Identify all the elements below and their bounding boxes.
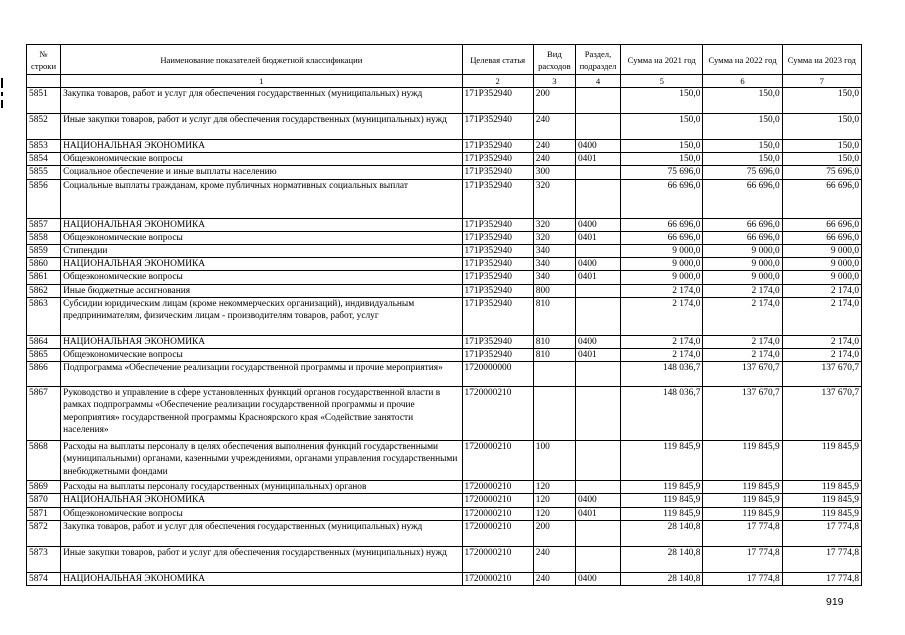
sum-2022: 2 174,0 <box>703 349 782 362</box>
section <box>575 520 620 546</box>
row-name: НАЦИОНАЛЬНАЯ ЭКОНОМИКА <box>61 335 462 348</box>
column-number: 4 <box>575 75 620 88</box>
table-row <box>27 387 862 441</box>
table-row <box>27 284 862 297</box>
table-row <box>27 481 862 494</box>
section: 0400 <box>575 218 620 231</box>
table-row <box>27 335 862 348</box>
sum-2021: 9 000,0 <box>621 258 703 271</box>
sum-2023: 137 670,7 <box>782 362 861 387</box>
row-name: Социальные выплаты гражданам, кроме публичных нормативных социальных выплат <box>61 179 462 218</box>
sum-2022: 17 774,8 <box>703 546 782 572</box>
sum-2022: 17 774,8 <box>703 520 782 546</box>
expense-type: 320 <box>533 218 575 231</box>
expense-type: 200 <box>533 88 575 114</box>
row-number: 5868 <box>27 441 61 481</box>
expense-type: 340 <box>533 258 575 271</box>
sum-2021: 2 174,0 <box>621 297 703 335</box>
section: 0400 <box>575 335 620 348</box>
row-name: НАЦИОНАЛЬНАЯ ЭКОНОМИКА <box>61 140 462 153</box>
sum-2021: 66 696,0 <box>621 218 703 231</box>
sum-2022: 137 670,7 <box>703 362 782 387</box>
sum-2023: 150,0 <box>782 114 861 140</box>
column-number: 6 <box>703 75 782 88</box>
page-number: 919 <box>826 596 844 608</box>
row-name: Подпрограмма «Обеспечение реализации государственной программы и прочие мероприятия» <box>61 362 462 387</box>
section: 0400 <box>575 494 620 507</box>
row-name: Стипендии <box>61 245 462 258</box>
row-number: 5851 <box>27 88 61 114</box>
sum-2021: 2 174,0 <box>621 349 703 362</box>
sum-2021: 150,0 <box>621 153 703 166</box>
expense-type <box>533 362 575 387</box>
table-row <box>27 494 862 507</box>
expense-type: 810 <box>533 349 575 362</box>
header-row-number: № строки <box>27 45 61 75</box>
row-number: 5869 <box>27 481 61 494</box>
section: 0400 <box>575 572 620 585</box>
row-number: 5867 <box>27 387 61 441</box>
sum-2021: 119 845,9 <box>621 441 703 481</box>
sum-2023: 2 174,0 <box>782 284 861 297</box>
expense-type: 200 <box>533 520 575 546</box>
sum-2023: 9 000,0 <box>782 271 861 284</box>
header-sum-2021: Сумма на 2021 год <box>621 45 703 75</box>
sum-2022: 75 696,0 <box>703 166 782 179</box>
target-article: 1720000210 <box>462 520 533 546</box>
target-article: 171P352940 <box>462 231 533 244</box>
target-article: 171P352940 <box>462 349 533 362</box>
sum-2023: 2 174,0 <box>782 349 861 362</box>
expense-type: 810 <box>533 297 575 335</box>
header-target-article: Целевая статья <box>462 45 533 75</box>
column-number: 7 <box>782 75 861 88</box>
table-row <box>27 349 862 362</box>
section <box>575 284 620 297</box>
row-number: 5860 <box>27 258 61 271</box>
sum-2021: 150,0 <box>621 140 703 153</box>
row-name: Руководство и управление в сфере установленных функций органов государственной власти в рамках подпрограммы «Обеспечение реализации государственной программы и прочие мероприятия» государственной программы Красноярского края «Содействие занятости населения» <box>61 387 462 441</box>
sum-2023: 66 696,0 <box>782 179 861 218</box>
table-row <box>27 88 862 114</box>
expense-type: 810 <box>533 335 575 348</box>
sum-2023: 119 845,9 <box>782 507 861 520</box>
expense-type <box>533 387 575 441</box>
row-name: Расходы на выплаты персоналу в целях обеспечения выполнения функций государственными (муниципальными) органами, казенными учреждениями, органами управления государственными внебюджетными фондами <box>61 441 462 481</box>
row-name: Расходы на выплаты персоналу государственных (муниципальных) органов <box>61 481 462 494</box>
table-row <box>27 546 862 572</box>
sum-2021: 2 174,0 <box>621 284 703 297</box>
row-number: 5861 <box>27 271 61 284</box>
sum-2021: 119 845,9 <box>621 494 703 507</box>
sum-2023: 17 774,8 <box>782 520 861 546</box>
row-name: Общеэкономические вопросы <box>61 231 462 244</box>
expense-type: 120 <box>533 481 575 494</box>
sum-2021: 28 140,8 <box>621 520 703 546</box>
sum-2022: 150,0 <box>703 114 782 140</box>
sum-2022: 2 174,0 <box>703 297 782 335</box>
sum-2023: 75 696,0 <box>782 166 861 179</box>
section: 0401 <box>575 507 620 520</box>
sum-2022: 119 845,9 <box>703 507 782 520</box>
sum-2023: 9 000,0 <box>782 258 861 271</box>
row-name: Иные закупки товаров, работ и услуг для обеспечения государственных (муниципальных) нужд <box>61 546 462 572</box>
row-number: 5865 <box>27 349 61 362</box>
row-name: НАЦИОНАЛЬНАЯ ЭКОНОМИКА <box>61 258 462 271</box>
expense-type: 320 <box>533 179 575 218</box>
sum-2021: 148 036,7 <box>621 362 703 387</box>
row-name: НАЦИОНАЛЬНАЯ ЭКОНОМИКА <box>61 572 462 585</box>
table-row <box>27 362 862 387</box>
target-article: 171P352940 <box>462 114 533 140</box>
scan-mark <box>1 100 3 108</box>
section <box>575 481 620 494</box>
table-row <box>27 245 862 258</box>
sum-2023: 9 000,0 <box>782 245 861 258</box>
table-body <box>27 88 862 586</box>
column-number: 3 <box>533 75 575 88</box>
section: 0401 <box>575 271 620 284</box>
table-row <box>27 218 862 231</box>
target-article: 1720000210 <box>462 546 533 572</box>
target-article: 171P352940 <box>462 245 533 258</box>
row-name: Иные закупки товаров, работ и услуг для обеспечения государственных (муниципальных) нужд <box>61 114 462 140</box>
row-name: Общеэкономические вопросы <box>61 349 462 362</box>
sum-2022: 9 000,0 <box>703 245 782 258</box>
row-name: Общеэкономические вопросы <box>61 507 462 520</box>
target-article: 171P352940 <box>462 140 533 153</box>
scan-mark <box>1 92 3 96</box>
row-number: 5874 <box>27 572 61 585</box>
table-row <box>27 140 862 153</box>
sum-2021: 28 140,8 <box>621 572 703 585</box>
target-article: 171P352940 <box>462 218 533 231</box>
table-row <box>27 153 862 166</box>
sum-2021: 148 036,7 <box>621 387 703 441</box>
section <box>575 88 620 114</box>
row-name: НАЦИОНАЛЬНАЯ ЭКОНОМИКА <box>61 494 462 507</box>
section <box>575 546 620 572</box>
table-row <box>27 507 862 520</box>
target-article: 171P352940 <box>462 284 533 297</box>
section <box>575 297 620 335</box>
expense-type: 240 <box>533 140 575 153</box>
row-name: Закупка товаров, работ и услуг для обеспечения государственных (муниципальных) нужд <box>61 520 462 546</box>
target-article: 171P352940 <box>462 88 533 114</box>
sum-2021: 119 845,9 <box>621 507 703 520</box>
sum-2023: 119 845,9 <box>782 481 861 494</box>
table-row <box>27 297 862 335</box>
row-number: 5859 <box>27 245 61 258</box>
table-row <box>27 271 862 284</box>
section: 0401 <box>575 349 620 362</box>
target-article: 171P352940 <box>462 271 533 284</box>
column-number-row <box>27 75 862 88</box>
sum-2022: 150,0 <box>703 140 782 153</box>
sum-2021: 75 696,0 <box>621 166 703 179</box>
sum-2023: 137 670,7 <box>782 387 861 441</box>
sum-2021: 2 174,0 <box>621 335 703 348</box>
row-name: Субсидии юридическим лицам (кроме некоммерческих организаций), индивидуальным предпринимателям, физическим лицам - производителям товаров, работ, услуг <box>61 297 462 335</box>
sum-2022: 66 696,0 <box>703 179 782 218</box>
section <box>575 441 620 481</box>
row-name: Общеэкономические вопросы <box>61 153 462 166</box>
sum-2021: 9 000,0 <box>621 245 703 258</box>
section <box>575 245 620 258</box>
table-row <box>27 114 862 140</box>
sum-2021: 150,0 <box>621 88 703 114</box>
row-number: 5852 <box>27 114 61 140</box>
sum-2023: 150,0 <box>782 88 861 114</box>
scan-margin-marks <box>0 0 6 120</box>
expense-type: 300 <box>533 166 575 179</box>
row-number: 5857 <box>27 218 61 231</box>
sum-2022: 9 000,0 <box>703 271 782 284</box>
header-name: Наименование показателей бюджетной классификации <box>61 45 462 75</box>
expense-type: 240 <box>533 114 575 140</box>
sum-2023: 119 845,9 <box>782 494 861 507</box>
row-name: Социальное обеспечение и иные выплаты населению <box>61 166 462 179</box>
table-row <box>27 231 862 244</box>
row-number: 5872 <box>27 520 61 546</box>
row-number: 5870 <box>27 494 61 507</box>
row-name: Общеэкономические вопросы <box>61 271 462 284</box>
sum-2023: 150,0 <box>782 153 861 166</box>
table-header-row <box>27 45 862 75</box>
section: 0400 <box>575 258 620 271</box>
row-number: 5863 <box>27 297 61 335</box>
expense-type: 800 <box>533 284 575 297</box>
sum-2022: 119 845,9 <box>703 441 782 481</box>
row-number: 5862 <box>27 284 61 297</box>
header-section: Раздел, подраздел <box>575 45 620 75</box>
scan-mark <box>1 78 3 88</box>
sum-2022: 66 696,0 <box>703 231 782 244</box>
table-row <box>27 179 862 218</box>
row-number: 5855 <box>27 166 61 179</box>
expense-type: 340 <box>533 245 575 258</box>
sum-2022: 137 670,7 <box>703 387 782 441</box>
section: 0400 <box>575 140 620 153</box>
target-article: 171P352940 <box>462 153 533 166</box>
target-article: 171P352940 <box>462 297 533 335</box>
sum-2022: 66 696,0 <box>703 218 782 231</box>
sum-2023: 2 174,0 <box>782 297 861 335</box>
row-number: 5854 <box>27 153 61 166</box>
target-article: 1720000210 <box>462 387 533 441</box>
target-article: 171P352940 <box>462 179 533 218</box>
sum-2023: 2 174,0 <box>782 335 861 348</box>
sum-2021: 66 696,0 <box>621 179 703 218</box>
expense-type: 240 <box>533 153 575 166</box>
table-row <box>27 166 862 179</box>
target-article: 1720000210 <box>462 507 533 520</box>
column-number: 5 <box>621 75 703 88</box>
budget-table <box>26 44 862 586</box>
sum-2023: 119 845,9 <box>782 441 861 481</box>
table-row <box>27 520 862 546</box>
sum-2022: 150,0 <box>703 153 782 166</box>
expense-type: 120 <box>533 494 575 507</box>
sum-2022: 150,0 <box>703 88 782 114</box>
row-number: 5858 <box>27 231 61 244</box>
row-number: 5866 <box>27 362 61 387</box>
row-name: Иные бюджетные ассигнования <box>61 284 462 297</box>
sum-2023: 66 696,0 <box>782 231 861 244</box>
sum-2023: 17 774,8 <box>782 546 861 572</box>
section <box>575 387 620 441</box>
target-article: 1720000210 <box>462 572 533 585</box>
section: 0401 <box>575 231 620 244</box>
section <box>575 166 620 179</box>
section <box>575 114 620 140</box>
row-name: Закупка товаров, работ и услуг для обеспечения государственных (муниципальных) нужд <box>61 88 462 114</box>
expense-type: 340 <box>533 271 575 284</box>
sum-2022: 119 845,9 <box>703 494 782 507</box>
sum-2023: 150,0 <box>782 140 861 153</box>
row-number: 5871 <box>27 507 61 520</box>
row-number: 5853 <box>27 140 61 153</box>
expense-type: 120 <box>533 507 575 520</box>
sum-2022: 9 000,0 <box>703 258 782 271</box>
expense-type: 240 <box>533 572 575 585</box>
expense-type: 320 <box>533 231 575 244</box>
table-row <box>27 572 862 585</box>
table-row <box>27 441 862 481</box>
sum-2023: 66 696,0 <box>782 218 861 231</box>
sum-2021: 28 140,8 <box>621 546 703 572</box>
target-article: 1720000000 <box>462 362 533 387</box>
sum-2021: 150,0 <box>621 114 703 140</box>
column-number: 2 <box>462 75 533 88</box>
expense-type: 100 <box>533 441 575 481</box>
header-expense-type: Вид расходов <box>533 45 575 75</box>
sum-2023: 17 774,8 <box>782 572 861 585</box>
expense-type: 240 <box>533 546 575 572</box>
target-article: 1720000210 <box>462 494 533 507</box>
column-number <box>27 75 61 88</box>
header-sum-2022: Сумма на 2022 год <box>703 45 782 75</box>
sum-2022: 17 774,8 <box>703 572 782 585</box>
section <box>575 362 620 387</box>
section <box>575 179 620 218</box>
sum-2022: 2 174,0 <box>703 284 782 297</box>
sum-2021: 9 000,0 <box>621 271 703 284</box>
table-row <box>27 258 862 271</box>
row-number: 5864 <box>27 335 61 348</box>
section: 0401 <box>575 153 620 166</box>
row-name: НАЦИОНАЛЬНАЯ ЭКОНОМИКА <box>61 218 462 231</box>
row-number: 5856 <box>27 179 61 218</box>
header-sum-2023: Сумма на 2023 год <box>782 45 861 75</box>
sum-2022: 2 174,0 <box>703 335 782 348</box>
row-number: 5873 <box>27 546 61 572</box>
sum-2021: 66 696,0 <box>621 231 703 244</box>
target-article: 171P352940 <box>462 335 533 348</box>
target-article: 1720000210 <box>462 481 533 494</box>
sum-2022: 119 845,9 <box>703 481 782 494</box>
target-article: 1720000210 <box>462 441 533 481</box>
sum-2021: 119 845,9 <box>621 481 703 494</box>
target-article: 171P352940 <box>462 166 533 179</box>
column-number: 1 <box>61 75 462 88</box>
target-article: 171P352940 <box>462 258 533 271</box>
